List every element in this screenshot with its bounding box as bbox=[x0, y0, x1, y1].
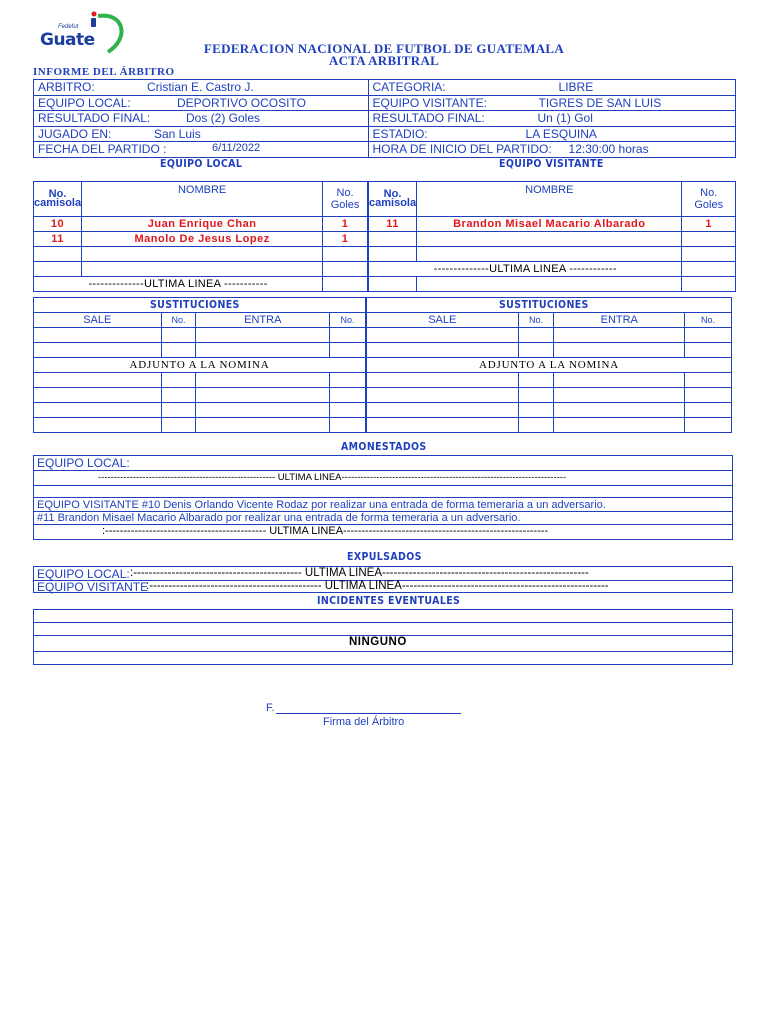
visit-empty-cell bbox=[369, 247, 417, 262]
local-goles-header: No. Goles bbox=[323, 182, 368, 217]
visit-subs-cell bbox=[518, 418, 554, 433]
visit-empty-cell bbox=[682, 232, 736, 247]
local-row-2-goles: 1 bbox=[323, 232, 368, 247]
visit-sale-header: SALE bbox=[367, 313, 519, 328]
local-subs-cell bbox=[34, 328, 162, 343]
resultado-local-cell bbox=[34, 111, 369, 127]
amonestados-local-label: EQUIPO LOCAL: bbox=[37, 456, 130, 470]
visit-empty-cell bbox=[417, 277, 682, 292]
amonestados-title: AMONESTADOS bbox=[341, 441, 427, 453]
visit-adjunto-nomina: ADJUNTO A LA NOMINA bbox=[367, 358, 732, 373]
local-subs-cell bbox=[330, 373, 366, 388]
local-subs-cell bbox=[161, 328, 196, 343]
local-subs-cell bbox=[196, 403, 330, 418]
local-team-table bbox=[33, 181, 368, 292]
categoria-label: CATEGORIA: bbox=[372, 80, 446, 94]
visit-empty-cell bbox=[682, 277, 736, 292]
local-sale-header: SALE bbox=[34, 313, 162, 328]
resultado-visit-label: RESULTADO FINAL: bbox=[372, 111, 485, 125]
local-subs-cell bbox=[330, 403, 366, 418]
expulsados-visit-ultima: :--------------------------------------------- ULTIMA LINEA------------------------------------------------------ bbox=[146, 580, 609, 592]
local-sale-no-header: No. bbox=[161, 313, 196, 328]
equipo-local-title: EQUIPO LOCAL bbox=[160, 158, 243, 170]
categoria-value: LIBRE bbox=[558, 80, 594, 94]
local-subs-cell bbox=[330, 418, 366, 433]
visit-subs-cell bbox=[518, 328, 554, 343]
local-row-2-no: 11 bbox=[34, 232, 82, 247]
visitante-value: TIGRES DE SAN LUIS bbox=[538, 95, 662, 110]
local-subs-table bbox=[33, 297, 366, 433]
fecha-label: FECHA DEL PARTIDO : bbox=[38, 142, 167, 156]
local-empty-cell bbox=[34, 262, 82, 277]
resultado-local-value: Dos (2) Goles bbox=[186, 111, 261, 125]
visit-no-camisola-header: No. camisola bbox=[369, 182, 417, 217]
visit-row-1-nombre: Brandon Misael Macario Albarado bbox=[417, 217, 682, 232]
firma-prefix: F. bbox=[266, 702, 275, 714]
local-subs-cell bbox=[161, 418, 196, 433]
expulsados-local-label: EQUIPO LOCAL: bbox=[37, 567, 130, 581]
jugado-cell bbox=[34, 126, 369, 142]
visit-subs-cell bbox=[685, 328, 732, 343]
resultado-visit-cell bbox=[368, 111, 735, 127]
local-empty-cell bbox=[82, 262, 323, 277]
visit-subs-cell bbox=[685, 418, 732, 433]
visit-subs-cell bbox=[367, 373, 519, 388]
local-subs-cell bbox=[161, 343, 196, 358]
visit-subs-table bbox=[366, 297, 732, 433]
visit-empty-cell bbox=[369, 277, 417, 292]
arbitro-value: Cristian E. Castro J. bbox=[147, 80, 254, 94]
local-subs-cell bbox=[196, 418, 330, 433]
amonestados-local-ultima: -------------------------------------------------------- ULTIMA LINEA----------------------------------------------------------------------- bbox=[98, 472, 567, 483]
visit-subs-cell bbox=[685, 403, 732, 418]
local-subs-cell bbox=[161, 403, 196, 418]
arbitro-label: ARBITRO: bbox=[38, 80, 95, 94]
firma-line bbox=[276, 713, 461, 714]
visit-subs-title-cell bbox=[367, 298, 732, 313]
local-subs-cell bbox=[196, 373, 330, 388]
local-empty-cell bbox=[82, 247, 323, 262]
local-subs-title-cell bbox=[34, 298, 366, 313]
visit-row-1-no: 11 bbox=[369, 217, 417, 232]
jugado-label: JUGADO EN: bbox=[38, 126, 112, 141]
amonestados-visit-line2: #11 Brandon Misael Macario Albarado por realizar una entrada de forma temeraria a un adversario. bbox=[37, 512, 521, 524]
local-value: DEPORTIVO OCOSITO bbox=[177, 95, 306, 110]
visit-subs-cell bbox=[685, 343, 732, 358]
visit-nombre-header: NOMBRE bbox=[417, 182, 682, 217]
visit-empty-cell bbox=[682, 262, 736, 277]
local-subs-title: SUSTITUCIONES bbox=[149, 299, 240, 311]
local-empty-cell bbox=[34, 247, 82, 262]
visitante-label: EQUIPO VISITANTE: bbox=[372, 95, 487, 110]
equipo-visitante-title: EQUIPO VISITANTE bbox=[499, 158, 604, 170]
local-subs-cell bbox=[330, 343, 366, 358]
hora-label: HORA DE INICIO DEL PARTIDO: bbox=[372, 142, 552, 156]
local-adjunto-nomina: ADJUNTO A LA NOMINA bbox=[34, 358, 366, 373]
visit-entra-no-header: No. bbox=[685, 313, 732, 328]
visit-subs-cell bbox=[367, 403, 519, 418]
arbitro-cell bbox=[34, 80, 369, 96]
amonestados-divider bbox=[33, 485, 733, 486]
hora-value: 12:30:00 horas bbox=[568, 142, 649, 156]
visit-subs-cell bbox=[554, 418, 685, 433]
local-empty-cell bbox=[323, 277, 368, 292]
expulsados-visit-label: EQUIPO VISITANTE bbox=[37, 580, 149, 594]
amonestados-divider bbox=[33, 470, 733, 471]
amonestados-visit-line1: EQUIPO VISITANTE #10 Denis Orlando Vicente Rodaz por realizar una entrada de forma temeraria a un adversario. bbox=[37, 499, 606, 511]
visit-subs-cell bbox=[685, 388, 732, 403]
local-entra-no-header: No. bbox=[330, 313, 366, 328]
visit-ultima-linea: --------------ULTIMA LINEA ------------ bbox=[369, 262, 682, 277]
local-cell bbox=[34, 95, 369, 111]
local-subs-cell bbox=[34, 343, 162, 358]
incidentes-title: INCIDENTES EVENTUALES bbox=[317, 595, 461, 607]
local-subs-cell bbox=[34, 373, 162, 388]
fecha-cell bbox=[34, 142, 369, 158]
local-row-1-goles: 1 bbox=[323, 217, 368, 232]
visit-subs-title: SUSTITUCIONES bbox=[499, 299, 589, 311]
visit-subs-cell bbox=[518, 403, 554, 418]
visit-subs-cell bbox=[554, 328, 685, 343]
match-info-table bbox=[33, 79, 736, 158]
fecha-value: 6/11/2022 bbox=[212, 142, 261, 154]
amonestados-divider bbox=[33, 497, 733, 498]
visit-empty-cell bbox=[682, 247, 736, 262]
visit-subs-cell bbox=[367, 343, 519, 358]
local-nombre-header: NOMBRE bbox=[82, 182, 323, 217]
estadio-label: ESTADIO: bbox=[372, 126, 428, 141]
local-row-1-no: 10 bbox=[34, 217, 82, 232]
incidentes-text: NINGUNO bbox=[349, 636, 407, 648]
estadio-cell bbox=[368, 126, 735, 142]
logo-text: Guate bbox=[40, 30, 95, 50]
visit-subs-cell bbox=[518, 388, 554, 403]
visit-sale-no-header: No. bbox=[518, 313, 554, 328]
visit-subs-cell bbox=[554, 388, 685, 403]
resultado-visit-value: Un (1) Gol bbox=[537, 111, 593, 125]
incidentes-divider bbox=[33, 651, 733, 652]
visit-subs-cell bbox=[685, 373, 732, 388]
federation-title: FEDERACION NACIONAL DE FUTBOL DE GUATEMALA bbox=[203, 41, 565, 56]
local-subs-cell bbox=[34, 388, 162, 403]
local-label: EQUIPO LOCAL: bbox=[38, 95, 131, 110]
local-subs-cell bbox=[161, 373, 196, 388]
visit-subs-cell bbox=[518, 373, 554, 388]
visit-empty-cell bbox=[369, 232, 417, 247]
local-row-1-nombre: Juan Enrique Chan bbox=[82, 217, 323, 232]
visit-subs-cell bbox=[518, 343, 554, 358]
visit-subs-cell bbox=[554, 373, 685, 388]
logo-small-text: Fedefut bbox=[58, 24, 79, 30]
visit-subs-cell bbox=[367, 328, 519, 343]
local-subs-cell bbox=[196, 343, 330, 358]
informe-label: INFORME DEL ÁRBITRO bbox=[33, 66, 175, 78]
incidentes-divider bbox=[33, 622, 733, 623]
local-empty-cell bbox=[323, 247, 368, 262]
visit-subs-cell bbox=[367, 418, 519, 433]
expulsados-title: EXPULSADOS bbox=[347, 551, 422, 563]
local-subs-cell bbox=[196, 388, 330, 403]
visit-subs-cell bbox=[554, 403, 685, 418]
document-subtitle: ACTA ARBITRAL bbox=[328, 53, 440, 68]
local-ultima-linea: --------------ULTIMA LINEA ----------- bbox=[34, 277, 323, 292]
local-subs-cell bbox=[330, 388, 366, 403]
visit-subs-cell bbox=[554, 343, 685, 358]
categoria-cell bbox=[368, 80, 735, 96]
visit-empty-cell bbox=[417, 232, 682, 247]
visit-row-1-goles: 1 bbox=[682, 217, 736, 232]
visit-empty-cell bbox=[417, 247, 682, 262]
firma-label: Firma del Árbitro bbox=[323, 716, 405, 728]
visit-entra-header: ENTRA bbox=[554, 313, 685, 328]
local-subs-cell bbox=[34, 403, 162, 418]
local-subs-cell bbox=[196, 328, 330, 343]
local-subs-cell bbox=[330, 328, 366, 343]
local-no-camisola-header: No. camisola bbox=[34, 182, 82, 217]
amonestados-visit-ultima: :-------------------------------------------- ULTIMA LINEA-------------------------------------------------------- bbox=[102, 525, 549, 537]
resultado-local-label: RESULTADO FINAL: bbox=[38, 111, 151, 125]
local-row-2-nombre: Manolo De Jesus Lopez bbox=[82, 232, 323, 247]
estadio-value: LA ESQUINA bbox=[525, 126, 597, 141]
visit-subs-cell bbox=[367, 388, 519, 403]
hora-cell bbox=[368, 142, 735, 158]
jugado-value: San Luis bbox=[154, 126, 201, 141]
local-empty-cell bbox=[323, 262, 368, 277]
visit-team-table bbox=[368, 181, 736, 292]
visitante-cell bbox=[368, 95, 735, 111]
local-entra-header: ENTRA bbox=[196, 313, 330, 328]
expulsados-local-ultima: :-------------------------------------------- ULTIMA LINEA------------------------------------------------------ bbox=[130, 567, 589, 579]
local-subs-cell bbox=[34, 418, 162, 433]
local-subs-cell bbox=[161, 388, 196, 403]
visit-goles-header: No. Goles bbox=[682, 182, 736, 217]
